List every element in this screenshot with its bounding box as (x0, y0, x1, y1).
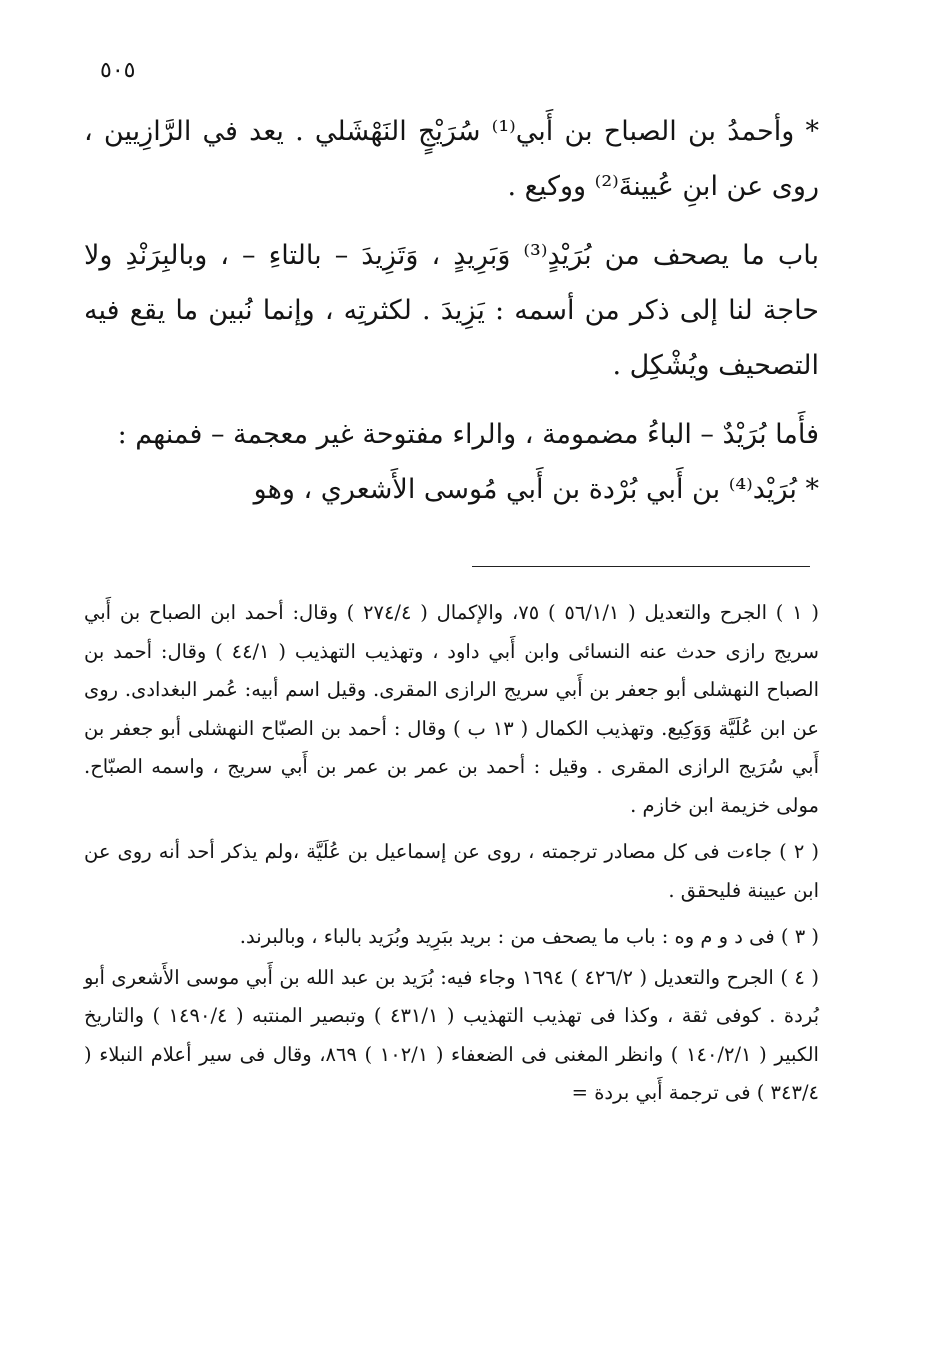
footnote-1: ( ١ ) الجرح والتعديل ( ٥٦/١/١ ) ٧٥، والإكمال ( ٢٧٤/٤ ) وقال: أحمد ابن الصباح بن أَبي سريج رازى حدث عنه النسائى وابن أَبي داود ، وتهذيب التهذيب ( ٤٤/١ ) وقال: أحمد بن الصباح النهشلى أبو جعفر بن أَبي سريج الرازى المقرى. وقيل اسم أبيه: عُمر البغدادى. روى عن ابن عُلَيَّة وَوَكِيع. وتهذيب الكمال ( ١٣ ب ) وقال : أحمد بن الصبّاح النهشلى أبو جعفر بن أَبي سُرَيج الرازى المقرى . وقيل : أحمد بن عمر بن عمر بن أَبي سريج ، واسمه الصبّاح. مولى خزيمة ابن خازم . (84, 601, 820, 817)
footnote-3: ( ٣ ) فى د و م وه : باب ما يصحف من : بريد ببَرِيد وبُرَيد بالباء ، وبالبرند. (239, 925, 819, 948)
footnote-2: ( ٢ ) جاءت فى كل مصادر ترجمته ، روى عن إسماعيل بن عُلَيَّة ،ولم يذكر أحد أنه روى عن ابن عيينة فليحقق . (84, 840, 819, 902)
footnote-4: ( ٤ ) الجرح والتعديل ( ٤٢٦/٢ ) ١٦٩٤ وجاء فيه: بُرَيد بن عبد الله بن أَبي موسى الأَشعرى أبو بُردة . كوفى ثقة ، وكذا فى تهذيب التهذيب ( ٤٣١/١ ) وتبصير المنتبه ( ١٤٩٠/٤ ) والتاريخ الكبير ( ١٤٠/٢/١ ) وانظر المغنى فى الضعفاء ( ١٠٢/١ ) ٨٦٩، وقال فى سير أعلام النبلاء ( ٣٤٣/٤ ) فى ترجمة أَبي بردة = (84, 965, 819, 1104)
entry-burayd: * بُرَيْد⁽⁴⁾ بن أَبي بُرْدة بن أَبي مُوسى الأَشعري ، وهو (253, 474, 819, 505)
section-intro: فأَما بُرَيْدٌ – الباءُ مضمومة ، والراء مفتوحة غير معجمة – فمنهم : (117, 419, 819, 450)
footnotes (84, 594, 819, 1113)
footnote-separator (472, 566, 810, 567)
entry-ahmad-ibn-al-sabbah: * وأحمدُ بن الصباح بن أَبي⁽¹⁾ سُرَيْجٍ النَهْشَلي . يعد في الرَّازِيين ، روى عن ابنِ عُيينةَ⁽²⁾ ووكيع . (84, 116, 819, 202)
chapter-heading: باب ما يصحف من بُرَيْدٍ⁽³⁾ وَبَرِيدٍ ، وَتَزِيدَ – بالتاءِ – ، وبالبِرَنْدِ ولا حاجة لنا إلى ذكر من أسمه : يَزِيدَ . لكثرتِه ، وإنما نُبين ما يقع فيه التصحيف ويُشْكِل . (84, 240, 819, 381)
page-number: ٥٠٥ (100, 58, 136, 83)
main-text (84, 104, 819, 517)
